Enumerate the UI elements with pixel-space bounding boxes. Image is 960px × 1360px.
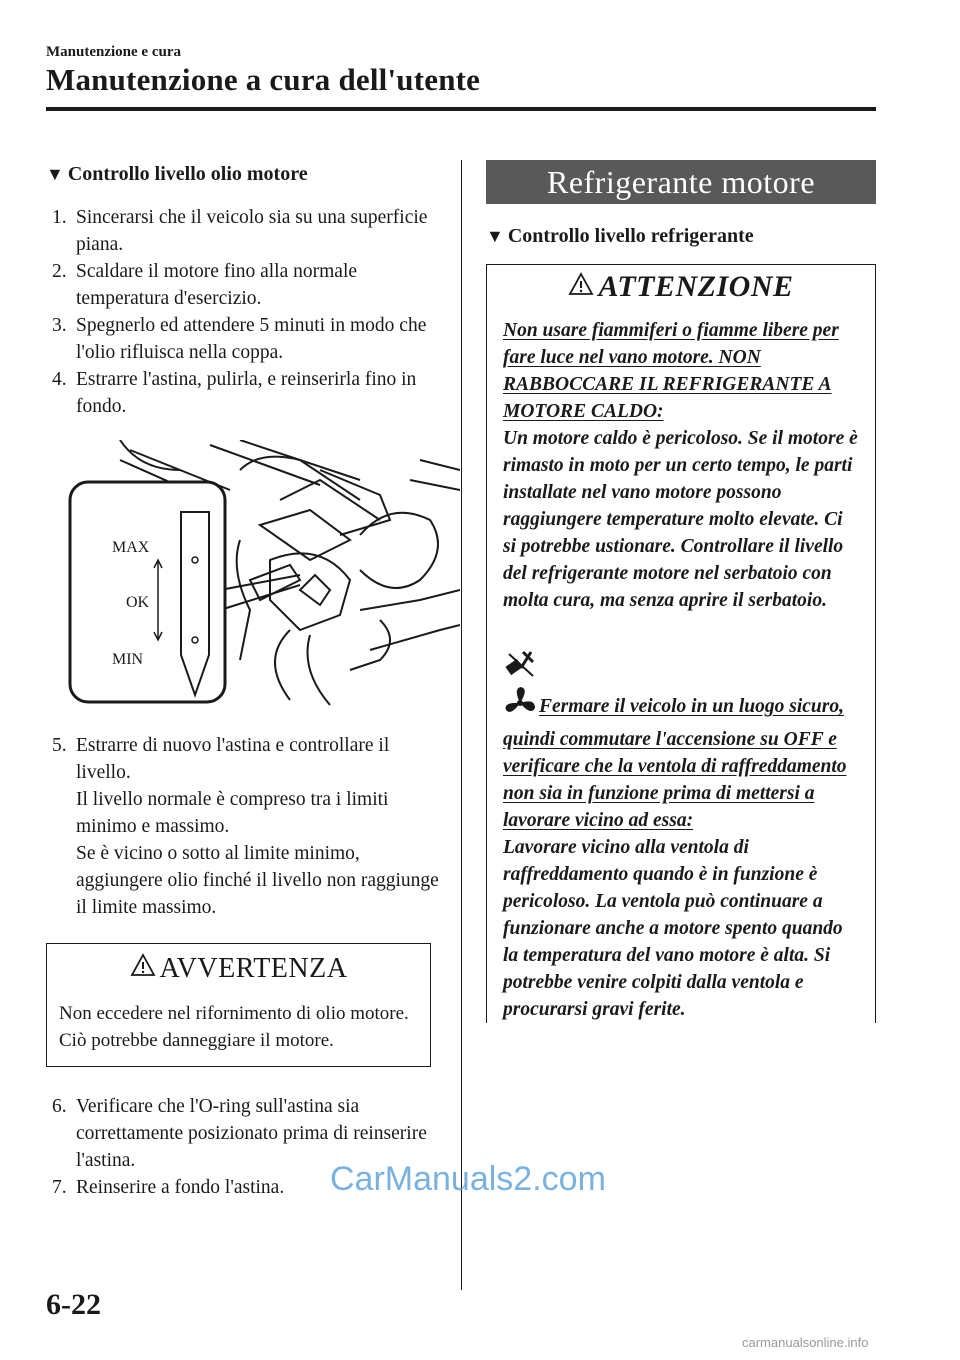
step-text: Se è vicino o sotto al limite minimo, aggiungere olio finché il livello non raggiunge il limite massimo. [76,843,439,918]
step-number: 4. [52,369,67,390]
step-text: Il livello normale è compreso tra i limiti minimo e massimo. [76,789,389,837]
caution-title: ATTENZIONE [598,270,794,303]
step-number: 3. [52,315,67,336]
triangle-bullet-icon: ▼ [46,164,64,184]
steps-list-a [46,204,441,420]
right-column [486,160,876,1023]
step-text: Estrarre di nuovo l'astina e controllare il livello. [76,735,390,783]
step-text: Reinserire a fondo l'astina. [76,1177,285,1198]
breadcrumb: Manutenzione e cura [46,44,181,60]
section-heading-coolant [486,222,876,250]
caution-p1-heading: Non usare fiammiferi o fiamme libere per fare luce nel vano motore. NON RABBOCCARE IL REFRIGERANTE A MOTORE CALDO: [503,320,839,422]
level-label-ok: OK [126,594,150,611]
list-item [46,366,441,420]
section-heading-oil-text: Controllo livello olio motore [67,163,308,185]
step-text: Verificare che l'O-ring sull'astina sia correttamente posizionato prima di reinserire l'astina. [76,1096,427,1171]
level-label-min: MIN [112,651,144,668]
step-text: Scaldare il motore fino alla normale temperatura d'esercizio. [76,261,358,309]
warning-header [47,944,430,994]
section-heading-coolant-text: Controllo livello refrigerante [507,225,754,247]
warning-triangle-icon [568,270,594,304]
caution-body [487,309,875,1023]
caution-p2-text: Lavorare vicino alla ventola di raffreddamento quando è in funzione è pericoloso. La ventola può continuare a funzionare anche a motore spento quando la temperatura del vano motore è alta. Si potrebbe venire colpiti dalla ventola e procurarsi gravi ferite. [503,837,843,1020]
warning-triangle-icon [130,953,156,985]
section-banner: Refrigerante motore [486,160,876,204]
watermark-logo: CarManuals2.com [330,1160,606,1198]
header-rule [46,107,876,111]
caution-header [487,265,875,309]
engine-drawing [60,440,460,710]
fan-icon [503,686,537,726]
step-text: Estrarre l'astina, pulirla, e reinserirla fino in fondo. [76,369,417,417]
warning-title: AVVERTENZA [159,953,348,984]
triangle-bullet-icon: ▼ [486,226,504,246]
page-number: 6-22 [46,1288,101,1321]
step-number: 5. [52,735,67,756]
steps-list-5 [46,732,441,921]
step-text: Spegnerlo ed attendere 5 minuti in modo che l'olio rifluisca nella coppa. [76,315,427,363]
section-heading-oil [46,160,441,188]
list-item [46,732,441,921]
list-item [46,258,441,312]
step-number: 7. [52,1177,67,1198]
step-number: 1. [52,207,67,228]
warning-box [46,943,431,1067]
warning-text: Non eccedere nel rifornimento di olio motore. Ciò potrebbe danneggiare il motore. [59,1003,409,1051]
list-item [46,204,441,258]
watermark-site: carmanualsonline.info [742,1335,869,1350]
column-divider [461,160,462,1290]
caution-p2-heading: Fermare il veicolo in un luogo sicuro, quindi commutare l'accensione su OFF e verificare che la ventola di raffreddamento non sia in funzione prima di mettersi a lavorare vicino ad essa: [503,696,847,831]
no-tools-icon [503,648,859,682]
level-label-max: MAX [112,539,150,556]
step-number: 6. [52,1096,67,1117]
step-number: 2. [52,261,67,282]
dipstick-illustration [60,440,460,710]
list-item [46,312,441,366]
left-column [46,160,441,1201]
caution-p1-text: Un motore caldo è pericoloso. Se il motore è rimasto in moto per un certo tempo, le parti installate nel vano motore possono raggiungere temperature molto elevate. Ci si potrebbe ustionare. Controllare il livello del refrigerante motore nel serbatoio con molta cura, ma senza aprire il serbatoio. [503,428,858,611]
caution-box [486,264,876,1023]
page-title: Manutenzione a cura dell'utente [46,62,481,97]
step-text: Sincerarsi che il veicolo sia su una superficie piana. [76,207,428,255]
